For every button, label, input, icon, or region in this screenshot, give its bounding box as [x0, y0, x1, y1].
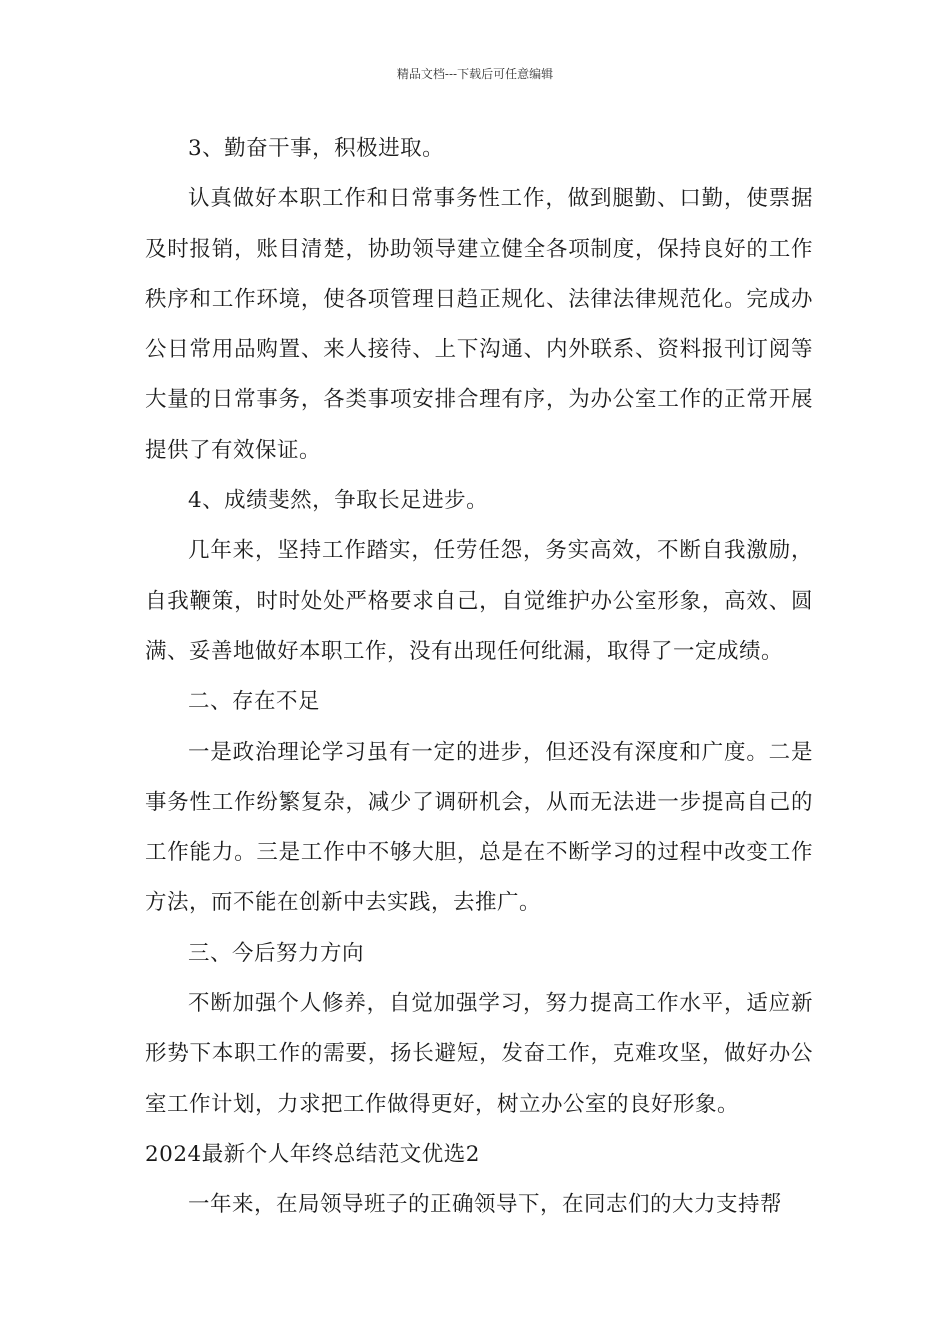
- heading-shortcomings: 二、存在不足: [188, 689, 321, 715]
- paragraph-daily-affairs: 认真做好本职工作和日常事务性工作，做到腿勤、口勤，使票据及时报销，账目清楚，协助领导建立健全各项制度，保持良好的工作秩序和工作环境，使各项管理日趋正规化、法律法律规范化。完成办公日常用品购置、来人接待、上下沟通、内外联系、资料报刊订阅等大量的日常事务，各类事项安排合理有序，为办公室工作的正常开展提供了有效保证。: [145, 186, 813, 463]
- heading-diligent-work: 3、勤奋干事，积极进取。: [188, 136, 445, 161]
- document-body: [145, 124, 813, 1231]
- paragraph-achievements: 几年来，坚持工作踏实，任劳任怨，务实高效，不断自我激励，自我鞭策，时时处处严格要求自己，自觉维护办公室形象，高效、圆满、妥善地做好本职工作，没有出现任何纰漏，取得了一定成绩。: [145, 538, 813, 664]
- paragraph-future-direction: 不断加强个人修养，自觉加强学习，努力提高工作水平，适应新形势下本职工作的需要，扬长避短，发奋工作，克难攻坚，做好办公室工作计划，力求把工作做得更好，树立办公室的良好形象。: [145, 991, 813, 1117]
- paragraph-sample-2-opening: 一年来，在局领导班子的正确领导下，在同志们的大力支持帮: [188, 1192, 783, 1218]
- paragraph-shortcomings: 一是政治理论学习虽有一定的进步，但还没有深度和广度。二是事务性工作纷繁复杂，减少了调研机会，从而无法进一步提高自己的工作能力。三是工作中不够大胆，总是在不断学习的过程中改变工作方法，而不能在创新中去实践，去推广。: [145, 739, 813, 916]
- heading-achievements: 4、成绩斐然，争取长足进步。: [188, 488, 489, 514]
- page-header: 精品文档---下载后可任意编辑: [396, 67, 554, 81]
- section-title-sample-2: 2024最新个人年终总结范文优选2: [145, 1141, 480, 1167]
- heading-future-direction: 三、今后努力方向: [188, 940, 365, 966]
